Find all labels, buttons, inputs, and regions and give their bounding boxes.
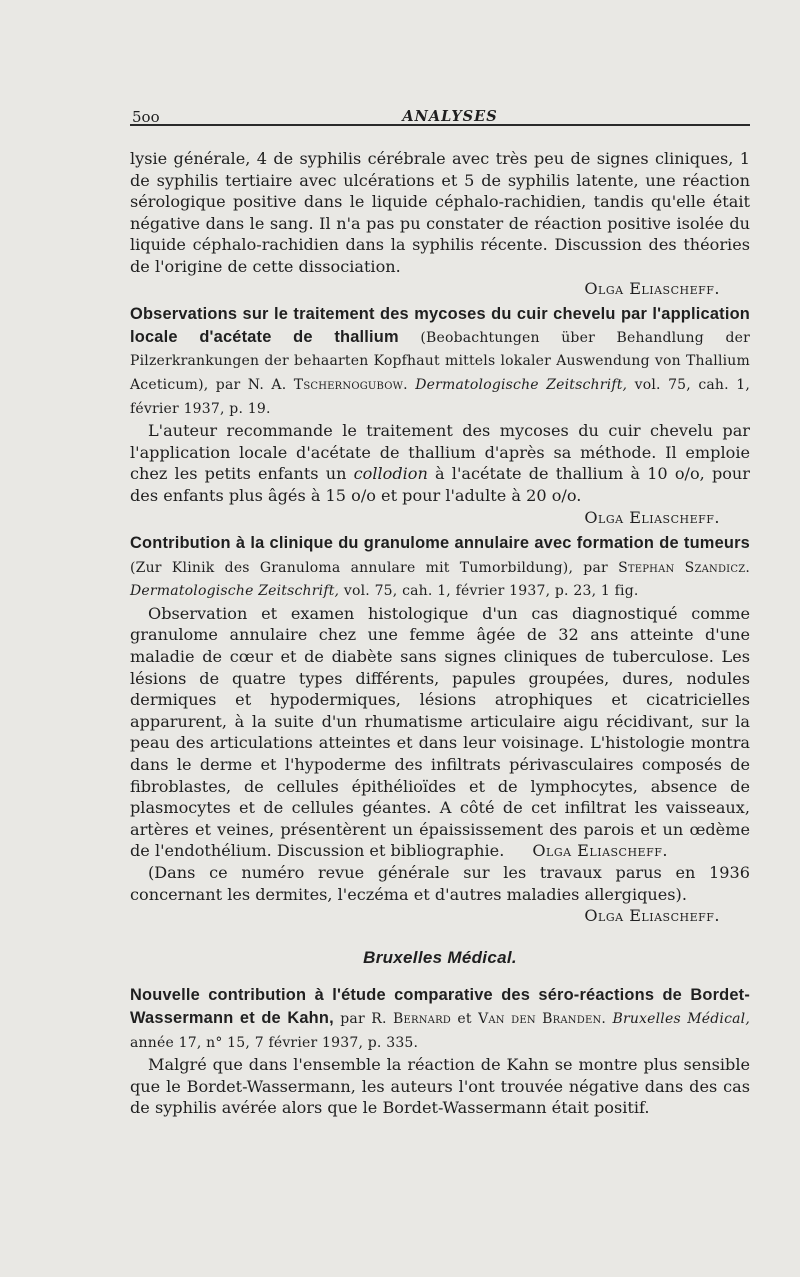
article1-body-b: à l'acétate de thallium à 10 o/o, pour des enfants plus âgés à 15 o/o et pour l'adulte à 20 o/o. — [130, 464, 750, 505]
article3-title: Nouvelle contribution à l'étude comparative des séro-réactions de Bordet-Wassermann et de Kahn, — [130, 986, 750, 1027]
article3-ref-mid: et — [451, 1010, 479, 1027]
article2-journal: Dermatologische Zeitschrift, — [130, 583, 340, 600]
journal-section-title: Bruxelles Médical. — [363, 947, 517, 967]
article3-body: Malgré que dans l'ensemble la réaction de Kahn se montre plus sensible que le Bordet-Wassermann, les auteurs l'ont trouvée négative dans des cas de syphilis avérée alors que le Bordet-Wassermann était positif. — [130, 1055, 750, 1118]
article1-journal: Dermatologische Zeitschrift, — [415, 376, 628, 393]
article3-author1: Bernard — [392, 1010, 452, 1027]
article3-heading — [130, 984, 750, 1054]
intro-signature: Olga Eliascheff. — [584, 278, 720, 298]
page-body — [130, 148, 750, 1119]
article1-author: Tschernogubow — [293, 376, 404, 393]
running-title: ANALYSES — [402, 108, 498, 125]
intro-paragraph: lysie générale, 4 de syphilis cérébrale avec très peu de signes cliniques, 1 de syphilis tertiaire avec ulcérations et 5 de syphilis latente, une réaction sérologique positive dans le liquide céphalo-rachidien, tandis qu'elle était négative dans le sang. Il n'a pas pu constater de réaction positive isolée du liquide céphalo-rachidien dans la syphilis récente. Discussion des théories de l'origine de cette dissociation. — [130, 149, 750, 276]
article2-note: (Dans ce numéro revue générale sur les travaux parus en 1936 concernant les dermites, l'eczéma et d'autres maladies allergiques). — [130, 863, 750, 904]
article1-ref-pre: (Beobachtungen über Behandlung der Pilzerkrankungen der behaarten Kopfhaut mittels lokaler Auswendung von Thallium Aceticum), par N. A. — [130, 329, 750, 393]
article1-body-italic: collodion — [353, 464, 428, 484]
article2-body — [130, 603, 750, 862]
article1-ref-post: vol. 75, cah. 1, février 1937, p. 19. — [130, 376, 750, 417]
article2-author: Stephan Szandicz — [618, 559, 746, 576]
article3-ref-post: année 17, n° 15, 7 février 1937, p. 335. — [130, 1034, 419, 1051]
article2-signature-inline: Olga Eliascheff. — [532, 841, 668, 861]
article2-ref-pre: (Zur Klinik des Granuloma annulare mit Tumorbildung), par — [130, 559, 619, 576]
article1-title: Observations sur le traitement des mycoses du cuir chevelu par l'application locale d'acétate de thallium — [130, 305, 750, 346]
header-rule — [130, 124, 750, 126]
page-number: 5oo — [132, 108, 160, 126]
article1-body — [130, 420, 750, 506]
article3-author2: Van den Branden — [478, 1010, 602, 1027]
article1-heading — [130, 303, 750, 420]
page-header — [130, 108, 750, 134]
article2-signature: Olga Eliascheff. — [584, 906, 720, 926]
article1-ref-sep: . — [403, 376, 416, 393]
article1-body-a: L'auteur recommande le traitement des mycoses du cuir chevelu par l'application locale d'acétate de thallium d'après sa méthode. Il emploie chez les petits enfants un — [130, 421, 750, 484]
article2-heading — [130, 532, 750, 603]
article3-ref-sep: . — [601, 1010, 613, 1027]
article3-journal: Bruxelles Médical, — [612, 1010, 750, 1027]
article2-title: Contribution à la clinique du granulome annulaire avec formation de tumeurs — [130, 534, 750, 553]
article3-ref-pre: par R. — [333, 1010, 393, 1027]
article2-ref-post: vol. 75, cah. 1, février 1937, p. 23, 1 fig. — [339, 583, 639, 600]
article2-body-text: Observation et examen histologique d'un cas diagnostiqué comme granulome annulaire chez une femme âgée de 32 ans atteinte d'une maladie de cœur et de diabète sans signes cliniques de tuberculose. Les lésions de quatre types différents, papules groupées, dures, nodules dermiques et hypodermiques, lésions atrophiques et cicatricielles apparurent, à la suite d'un rhumatisme articulaire aigu récidivant, sur la peau des articulations atteintes et dans leur voisinage. L'histologie montra dans le derme et l'hypoderme des infiltrats périvasculaires composés de fibroblastes, de cellules épithélioïdes et de lymphocytes, absence de plasmocytes et de cellules géantes. A côté de cet infiltrat les vaisseaux, artères et veines, présentèrent un épaississement des parois et un œdème de l'endothélium. Discussion et bibliographie. — [130, 603, 750, 861]
article2-ref-sep: . — [745, 559, 750, 576]
article1-signature: Olga Eliascheff. — [584, 507, 720, 527]
